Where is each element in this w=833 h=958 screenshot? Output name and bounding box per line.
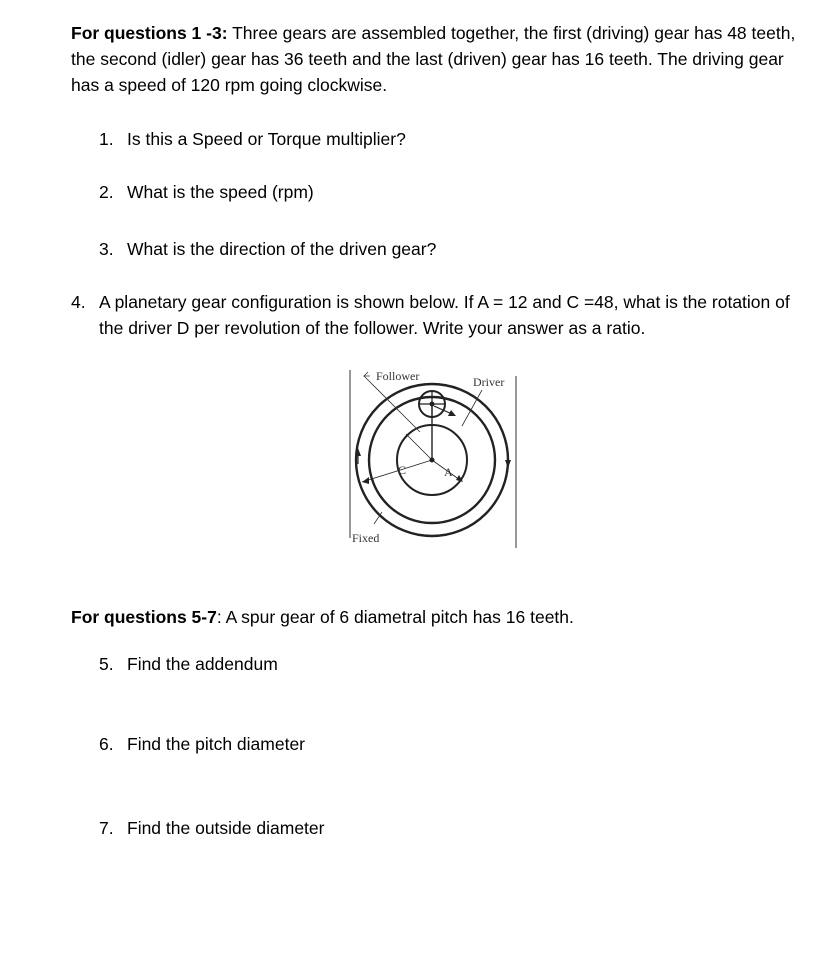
question-number: 2.: [99, 182, 114, 202]
question-text: Find the addendum: [127, 654, 278, 674]
question-number: 4.: [71, 292, 86, 312]
question-text: A planetary gear configuration is shown below. If A = 12 and C =48, what is the rotation of the driver D per revolution of the follower. Write your answer as a ratio.: [99, 292, 790, 338]
ring-radius-arrowhead: [362, 477, 369, 484]
follower-arrow: [434, 406, 452, 414]
intro-text-5-7: : A spur gear of 6 diametral pitch has 16 teeth.: [216, 607, 574, 627]
question-5: [99, 651, 278, 677]
follower-leader-line: [364, 376, 420, 432]
question-number: 3.: [99, 239, 114, 259]
question-text: Is this a Speed or Torque multiplier?: [127, 129, 406, 149]
planetary-gear-diagram: [340, 362, 530, 552]
follower-leader-tick: [364, 372, 370, 376]
intro-text-1-3: Three gears are assembled together, the first (driving) gear has 48 teeth, the second (idler) gear has 36 teeth and the last (driven) gear has 16 teeth. The driving gear has a speed of 120 rpm going clockwise.: [71, 23, 796, 95]
sun-radius-line: [406, 434, 432, 460]
question-3: [99, 236, 436, 262]
question-number: 5.: [99, 654, 114, 674]
section-heading-5-7: For questions 5-7: [71, 607, 217, 627]
rotation-arrowhead-right: [505, 460, 511, 468]
question-number: 6.: [99, 734, 114, 754]
c-label: C: [398, 463, 407, 477]
follower-label: Follower: [376, 369, 420, 383]
question-text: What is the direction of the driven gear?: [127, 239, 437, 259]
question-text: Find the outside diameter: [127, 818, 325, 838]
question-number: 1.: [99, 129, 114, 149]
question-1: [99, 126, 406, 152]
intro-questions-1-3: [71, 20, 801, 98]
question-6: [99, 731, 305, 757]
question-7: [99, 815, 324, 841]
question-4: [71, 289, 801, 341]
question-text: What is the speed (rpm): [127, 182, 314, 202]
a-label: A: [444, 465, 453, 479]
question-text: Find the pitch diameter: [127, 734, 306, 754]
driver-label: Driver: [473, 375, 505, 389]
question-2: [99, 179, 314, 205]
intro-questions-5-7: [71, 604, 801, 630]
fixed-label: Fixed: [352, 531, 380, 545]
section-heading-1-3: For questions 1 -3:: [71, 23, 228, 43]
question-number: 7.: [99, 818, 114, 838]
